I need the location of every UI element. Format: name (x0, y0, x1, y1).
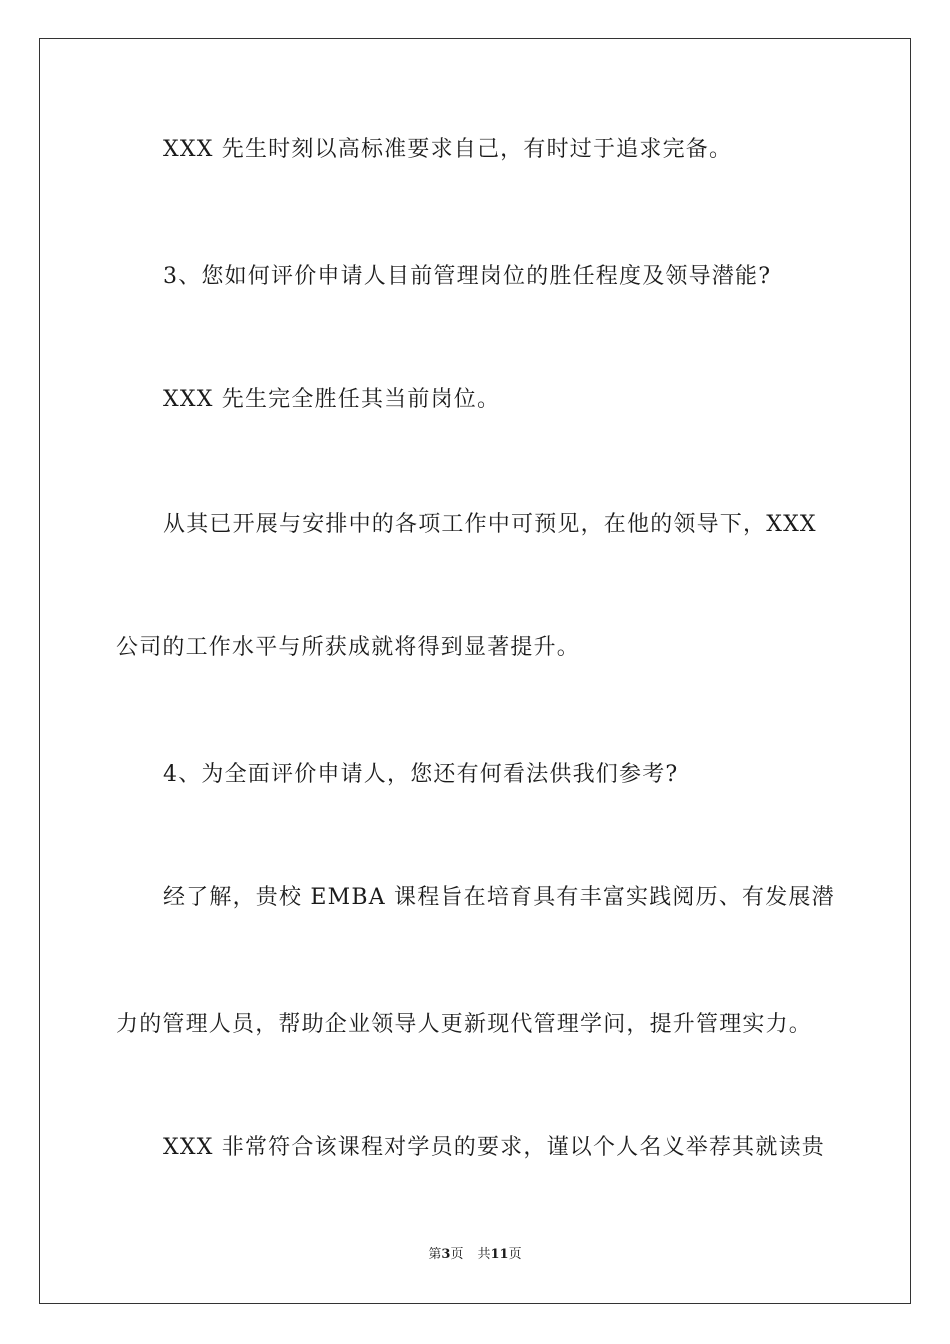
total-prefix: 共 (477, 1247, 491, 1262)
page-prefix: 第 (428, 1247, 442, 1262)
page-frame (39, 38, 911, 1304)
paragraph-line: XXX 先生完全胜任其当前岗位。 (163, 387, 501, 412)
page-suffix: 页 (450, 1247, 464, 1262)
paragraph-line: 从其已开展与安排中的各项工作中可预见，在他的领导下，XXX (163, 512, 817, 537)
paragraph-line: XXX 非常符合该课程对学员的要求，谨以个人名义举荐其就读贵 (163, 1135, 825, 1160)
total-pages: 11 (490, 1247, 509, 1262)
page-number: 3 (441, 1247, 451, 1262)
paragraph-line: 公司的工作水平与所获成就将得到显著提升。 (116, 635, 581, 660)
page-footer (0, 1246, 950, 1264)
question-3: 3、您如何评价申请人目前管理岗位的胜任程度及领导潜能? (163, 264, 772, 289)
question-4: 4、为全面评价申请人，您还有何看法供我们参考? (163, 762, 679, 787)
total-suffix: 页 (508, 1247, 522, 1262)
paragraph-line: 经了解，贵校 EMBA 课程旨在培育具有丰富实践阅历、有发展潜 (163, 885, 835, 910)
paragraph-line: XXX 先生时刻以高标准要求自己，有时过于追求完备。 (163, 137, 733, 162)
paragraph-line: 力的管理人员，帮助企业领导人更新现代管理学问，提升管理实力。 (116, 1012, 813, 1037)
